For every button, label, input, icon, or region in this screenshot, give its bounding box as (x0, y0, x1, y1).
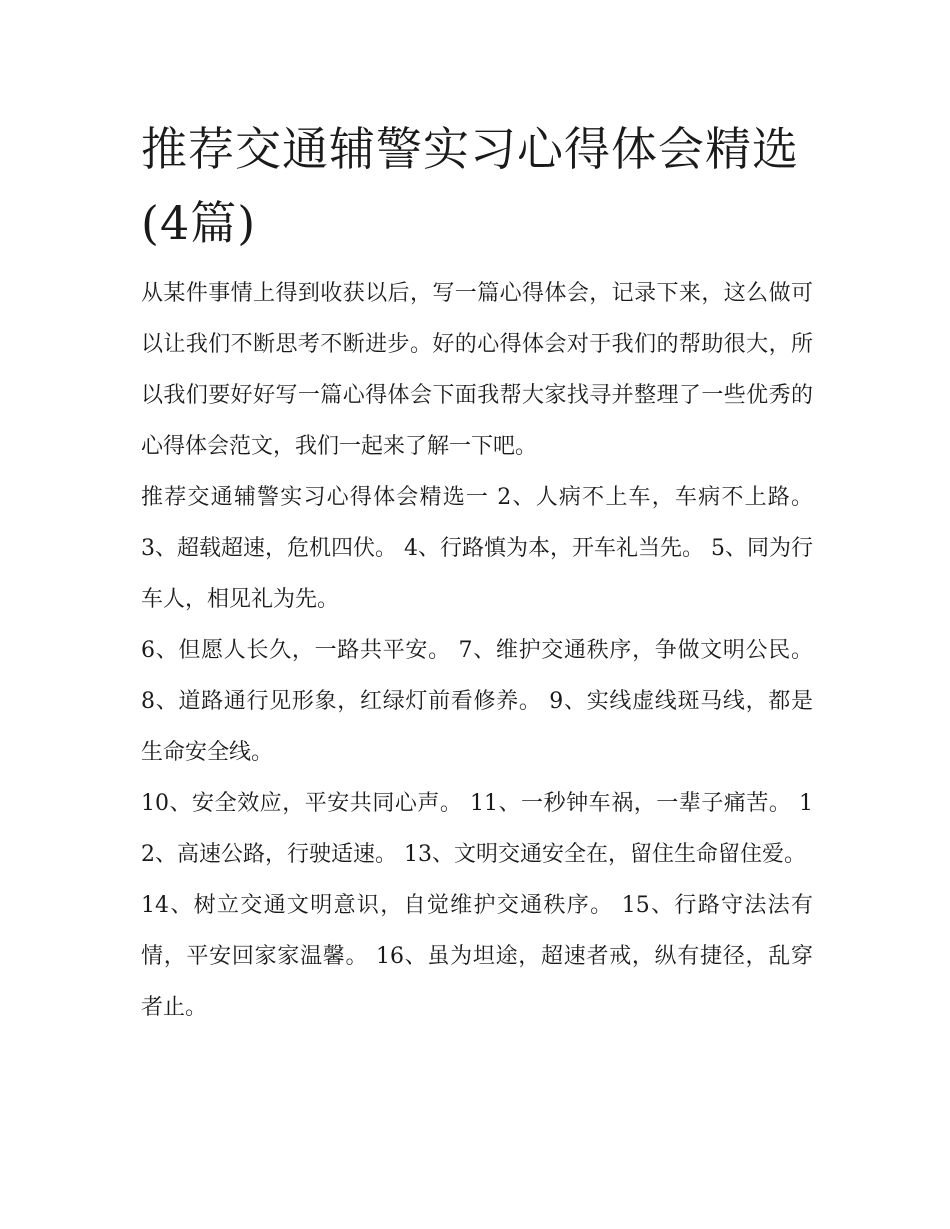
paragraph-slogans-1: 推荐交通辅警实习心得体会精选一 2、人病不上车，车病不上路。 3、超载超速，危机四伏。 4、行路慎为本，开车礼当先。 5、同为行车人，相见礼为先。 (141, 485, 813, 612)
paragraph-slogans-2: 6、但愿人长久，一路共平安。 7、维护交通秩序，争做文明公民。 8、道路通行见形象，红绿灯前看修养。 9、实线虚线斑马线，都是生命安全线。 (141, 638, 813, 765)
paragraph-slogans-3: 10、安全效应，平安共同心声。 11、一秒钟车祸，一辈子痛苦。 12、高速公路，行驶适速。 13、文明交通安全在，留住生命留住爱。 (141, 791, 813, 867)
document-title: 推荐交通辅警实习心得体会精选(4篇) (141, 122, 799, 250)
document-content (141, 112, 813, 1033)
paragraph-intro: 从某件事情上得到收获以后，写一篇心得体会，记录下来，这么做可以让我们不断思考不断进步。好的心得体会对于我们的帮助很大，所以我们要好好写一篇心得体会下面我帮大家找寻并整理了一些优秀的心得体会范文，我们一起来了解一下吧。 (141, 281, 813, 459)
paragraph-slogans-4: 14、树立交通文明意识，自觉维护交通秩序。 15、行路守法法有情，平安回家家温馨。 16、虽为坦途，超速者戒，纵有捷径，乱穿者止。 (141, 893, 813, 1020)
